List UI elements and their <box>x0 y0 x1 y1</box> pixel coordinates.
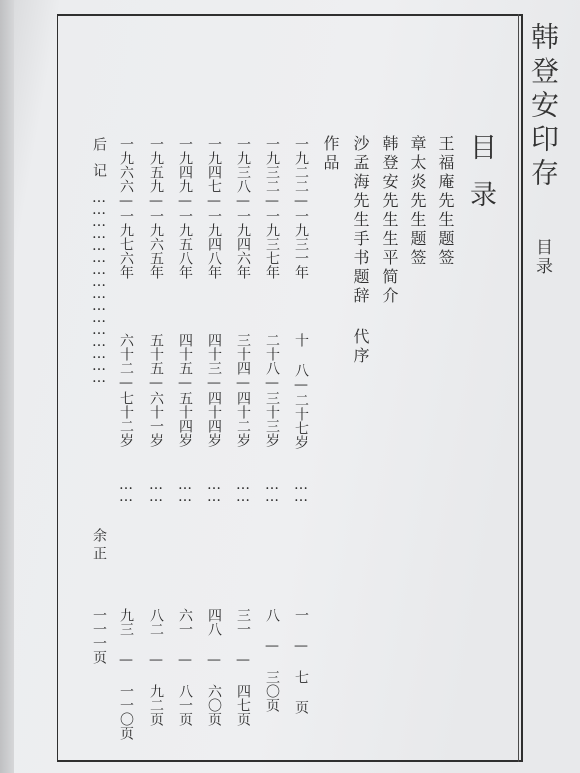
works-age-range: 五十五—六十一岁 <box>148 333 164 447</box>
works-dates: 一九四九—一九五八年 <box>177 137 193 279</box>
toc-entry-wang-fuan-title-slip: 王福庵先生题签 <box>436 135 455 268</box>
afterword-title: 后记 <box>91 137 107 189</box>
works-age-range: 十 八—二十七岁 <box>293 333 309 449</box>
leader-dots: …… <box>177 477 193 501</box>
works-page-range: 六一 — 八一页 <box>177 608 193 726</box>
leader-dots: …… <box>264 477 280 501</box>
works-age-range: 三十四—四十二岁 <box>235 333 251 447</box>
works-page-range: 九三 — 一一〇页 <box>118 608 134 740</box>
works-age-range: 二十八—三十三岁 <box>264 333 280 447</box>
works-page-range: 八 — 三〇页 <box>264 608 280 712</box>
toc-entry-sha-menghai-preface: 沙孟海先生手书题辞 代序 <box>351 135 370 366</box>
afterword-page: 一一一页 <box>91 608 107 664</box>
works-dates: 一九三八—一九四六年 <box>235 137 251 279</box>
leader-dots: …… <box>118 477 134 501</box>
works-dates: 一九三二—一九三七年 <box>264 137 280 279</box>
works-page-range: 四八 — 六〇页 <box>206 608 222 726</box>
toc-works-label: 作品 <box>321 135 340 173</box>
toc-entry-zhang-taiyan-title-slip: 章太炎先生题签 <box>408 135 427 268</box>
works-dates: 一九二二—一九三一年 <box>293 137 309 279</box>
works-dates: 一九六六—一九七六年 <box>118 137 134 279</box>
leader-dots: …… <box>235 477 251 501</box>
leader-dots: …… <box>293 477 309 501</box>
leader-dots: …… <box>148 477 164 501</box>
works-age-range: 六十二—七十二岁 <box>118 333 134 447</box>
toc-entry-han-dengan-biography: 韩登安先生生平简介 <box>380 135 399 306</box>
book-title: 韩登安印存 <box>527 22 560 192</box>
works-page-range: 三一 — 四七页 <box>235 608 251 726</box>
works-page-range: 一 — 七 页 <box>293 608 309 714</box>
works-age-range: 四十五—五十四岁 <box>177 333 193 447</box>
works-page-range: 八二 — 九二页 <box>148 608 164 726</box>
works-dates: 一九五九—一九六五年 <box>148 137 164 279</box>
running-section-label: 目录 <box>532 238 552 276</box>
works-age-range: 四十三—四十四岁 <box>206 333 222 447</box>
afterword-leader-dots: ………………………………………… <box>91 190 107 382</box>
leader-dots: …… <box>206 477 222 501</box>
works-dates: 一九四七—一九四八年 <box>206 137 222 279</box>
toc-heading: 目录 <box>465 133 496 227</box>
afterword-author: 余正 <box>91 528 107 564</box>
